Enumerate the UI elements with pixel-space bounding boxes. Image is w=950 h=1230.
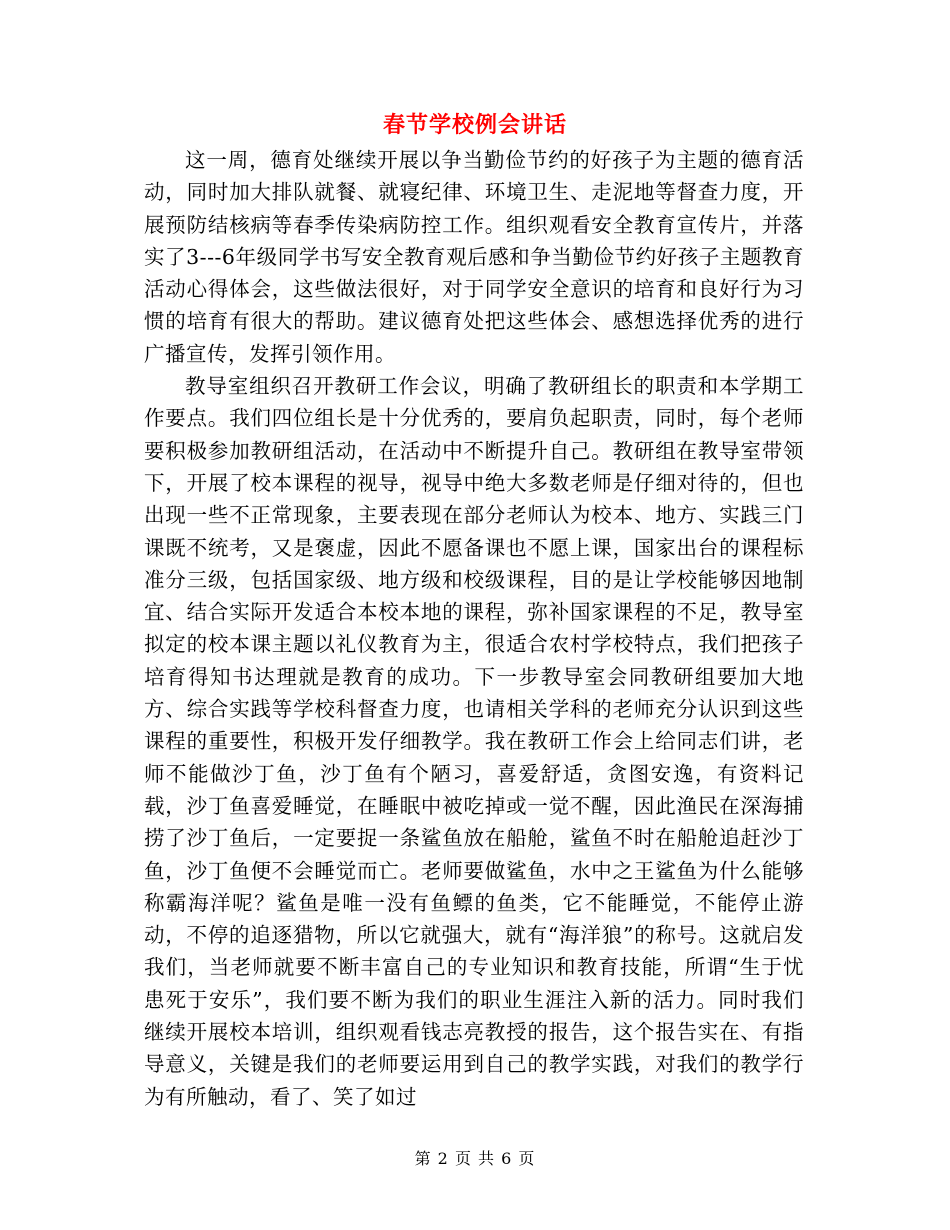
paragraph-teaching-research: 教导室组织召开教研工作会议，明确了教研组长的职责和本学期工作要点。我们四位组长是十分优秀的，要肩负起职责，同时，每个老师要积极参加教研组活动，在活动中不断提升自己。教研组在教导室带领下，开展了校本课程的视导，视导中绝大多数老师是仔细对待的，但也出现一些不正常现象，主要表现在部分老师认为校本、地方、实践三门课既不统考，又是褒虚，因此不愿备课也不愿上课，国家出台的课程标准分三级，包括国家级、地方级和校级课程，目的是让学校能够因地制宜、结合实际开发适合本校本地的课程，弥补国家课程的不足，教导室拟定的校本课主题以礼仪教育为主，很适合农村学校特点，我们把孩子培育得知书达理就是教育的成功。下一步教导室会同教研组要加大地方、综合实践等学校科督查力度，也请相关学科的老师充分认识到这些课程的重要性，积极开发仔细教学。我在教研工作会上给同志们讲，老师不能做沙丁鱼，沙丁鱼有个陋习，喜爱舒适，贪图安逸，有资料记载，沙丁鱼喜爱睡觉，在睡眠中被吃掉或一觉不醒，因此渔民在深海捕捞了沙丁鱼后，一定要捉一条鲨鱼放在船舱，鲨鱼不时在船舱追赶沙丁鱼，沙丁鱼便不会睡觉而亡。老师要做鲨鱼，水中之王鲨鱼为什么能够称霸海洋呢？鲨鱼是唯一没有鱼鳔的鱼类，它不能睡觉，不能停止游动，不停的追逐猎物，所以它就强大，就有“海洋狼”的称号。这就启发我们，当老师就要不断丰富自己的专业知识和教育技能，所谓“生于忧患死于安乐”，我们要不断为我们的职业生涯注入新的活力。同时我们继续开展校本培训，组织观看钱志亮教授的报告，这个报告实在、有指导意义，关键是我们的老师要运用到自己的教学实践，对我们的教学行为有所触动，看了、笑了如过: [144, 374, 804, 1109]
paragraph-moral-education: 这一周，德育处继续开展以争当勤俭节约的好孩子为主题的德育活动，同时加大排队就餐、就寝纪律、环境卫生、走泥地等督查力度，开展预防结核病等春季传染病防控工作。组织观看安全教育宣传片，并落实了3---6年级同学书写安全教育观后感和争当勤俭节约好孩子主题教育活动心得体会，这些做法很好，对于同学安全意识的培育和良好行为习惯的培育有很大的帮助。建议德育处把这些体会、感想选择优秀的进行广播宣传，发挥引领作用。: [144, 148, 804, 366]
page-number: 第 2 页 共 6 页: [414, 1149, 536, 1168]
document-body: [144, 144, 804, 1113]
document-title: 春节学校例会讲话: [382, 112, 567, 138]
